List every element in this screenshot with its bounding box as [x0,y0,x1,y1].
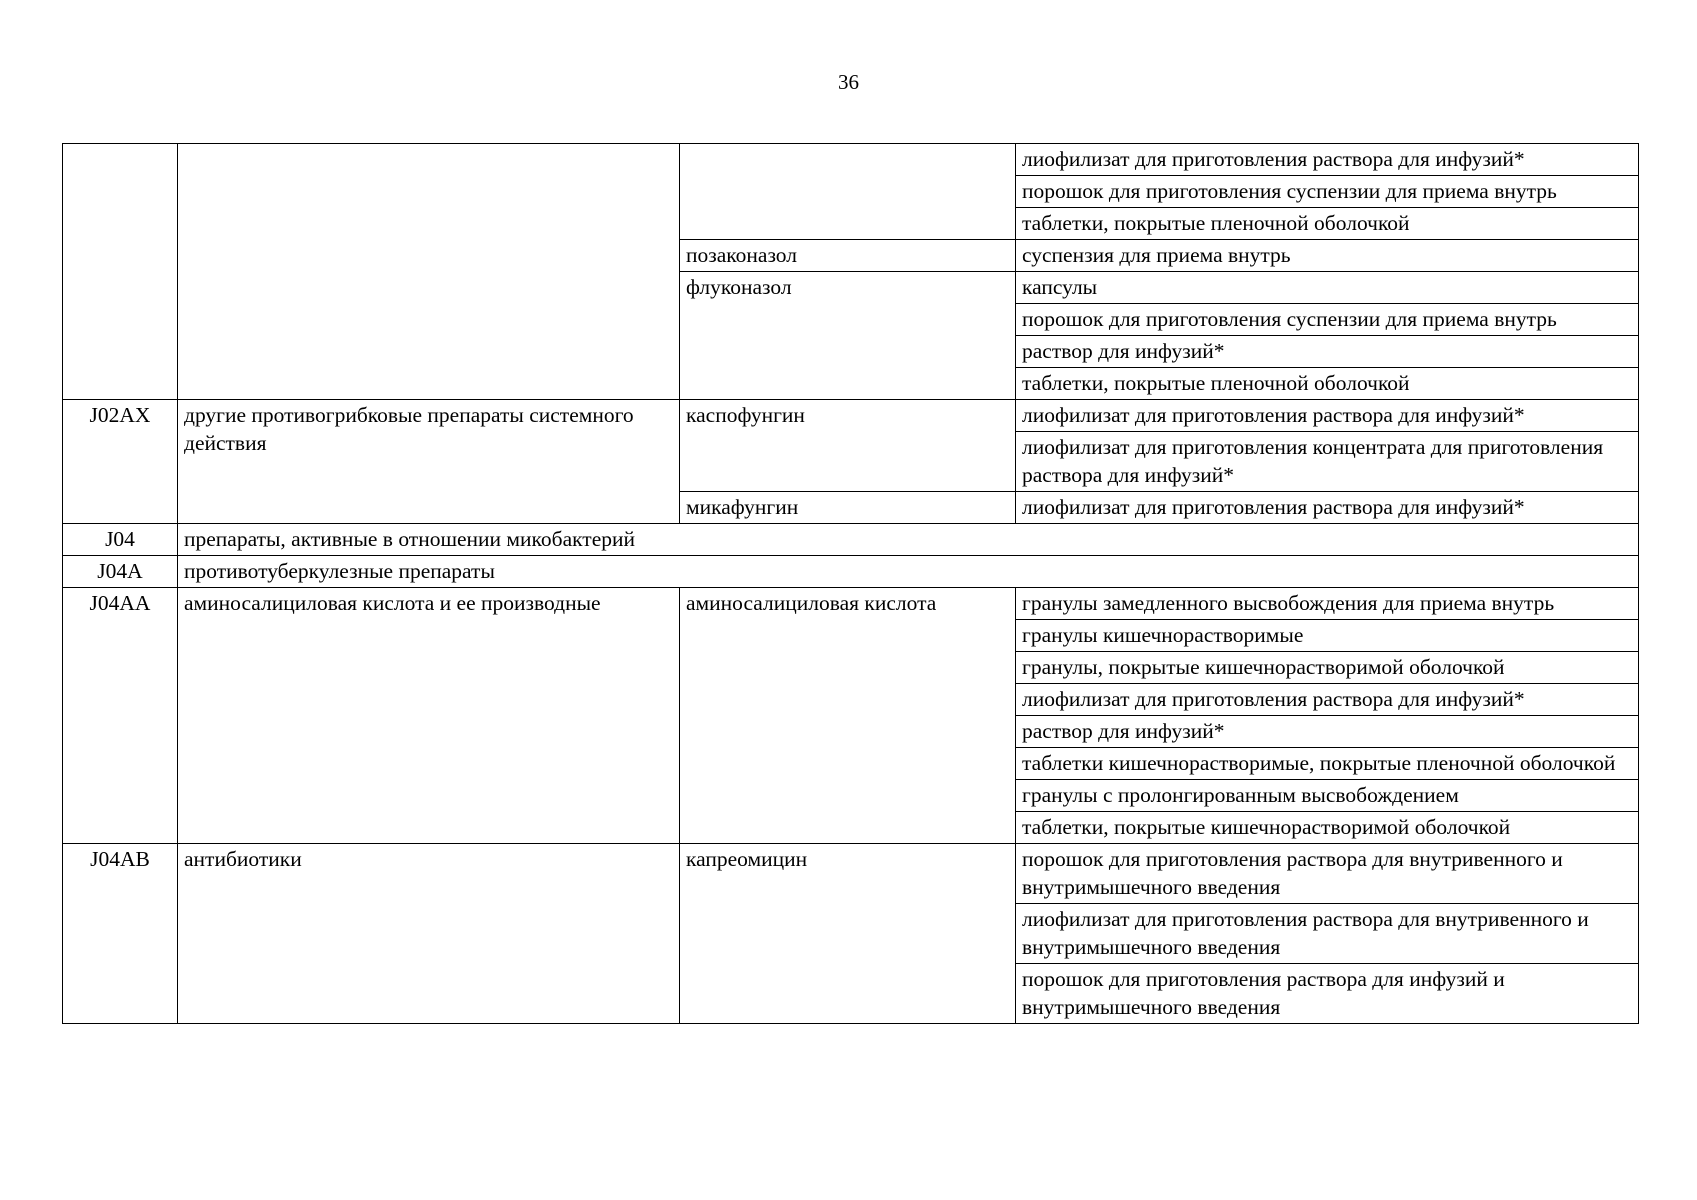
group-name-cell: препараты, активные в отношении микобактерий [178,524,1639,556]
table-row [63,144,1639,176]
table-row [63,400,1639,432]
atc-code-cell: J02AX [63,400,178,524]
dosage-form-cell: таблетки, покрытые пленочной оболочкой [1016,368,1639,400]
dosage-form-cell: суспензия для приема внутрь [1016,240,1639,272]
group-name-cell: антибиотики [178,844,680,1024]
dosage-form-cell: лиофилизат для приготовления раствора для инфузий* [1016,144,1639,176]
table-row [63,556,1639,588]
dosage-form-cell: гранулы с пролонгированным высвобождением [1016,780,1639,812]
group-name-cell: аминосалициловая кислота и ее производные [178,588,680,844]
dosage-form-cell: раствор для инфузий* [1016,716,1639,748]
drug-name-cell: аминосалициловая кислота [680,588,1016,844]
dosage-form-cell: таблетки, покрытые пленочной оболочкой [1016,208,1639,240]
dosage-form-cell: порошок для приготовления суспензии для приема внутрь [1016,304,1639,336]
atc-code-cell: J04AA [63,588,178,844]
table-row [63,844,1639,904]
atc-code-cell [63,144,178,400]
dosage-form-cell: лиофилизат для приготовления раствора для инфузий* [1016,492,1639,524]
drug-name-cell: микафунгин [680,492,1016,524]
dosage-form-cell: лиофилизат для приготовления раствора для внутривенного и внутримышечного введения [1016,904,1639,964]
dosage-form-cell: раствор для инфузий* [1016,336,1639,368]
group-name-cell [178,144,680,400]
dosage-form-cell: таблетки кишечнорастворимые, покрытые пленочной оболочкой [1016,748,1639,780]
drug-name-cell [680,144,1016,240]
drug-list-table [62,143,1639,1024]
dosage-form-cell: таблетки, покрытые кишечнорастворимой оболочкой [1016,812,1639,844]
drug-name-cell: капреомицин [680,844,1016,1024]
atc-code-cell: J04 [63,524,178,556]
group-name-cell: противотуберкулезные препараты [178,556,1639,588]
page-number: 36 [838,70,859,94]
drug-name-cell: каспофунгин [680,400,1016,492]
drug-name-cell: позаконазол [680,240,1016,272]
dosage-form-cell: порошок для приготовления раствора для внутривенного и внутримышечного введения [1016,844,1639,904]
drug-name-cell: флуконазол [680,272,1016,400]
dosage-form-cell: гранулы кишечнорастворимые [1016,620,1639,652]
atc-code-cell: J04A [63,556,178,588]
dosage-form-cell: гранулы замедленного высвобождения для приема внутрь [1016,588,1639,620]
dosage-form-cell: гранулы, покрытые кишечнорастворимой оболочкой [1016,652,1639,684]
dosage-form-cell: лиофилизат для приготовления концентрата для приготовления раствора для инфузий* [1016,432,1639,492]
dosage-form-cell: лиофилизат для приготовления раствора для инфузий* [1016,400,1639,432]
dosage-form-cell: порошок для приготовления раствора для инфузий и внутримышечного введения [1016,964,1639,1024]
group-name-cell: другие противогрибковые препараты системного действия [178,400,680,524]
dosage-form-cell: порошок для приготовления суспензии для приема внутрь [1016,176,1639,208]
atc-code-cell: J04AB [63,844,178,1024]
table-row [63,588,1639,620]
dosage-form-cell: капсулы [1016,272,1639,304]
dosage-form-cell: лиофилизат для приготовления раствора для инфузий* [1016,684,1639,716]
table-row [63,524,1639,556]
